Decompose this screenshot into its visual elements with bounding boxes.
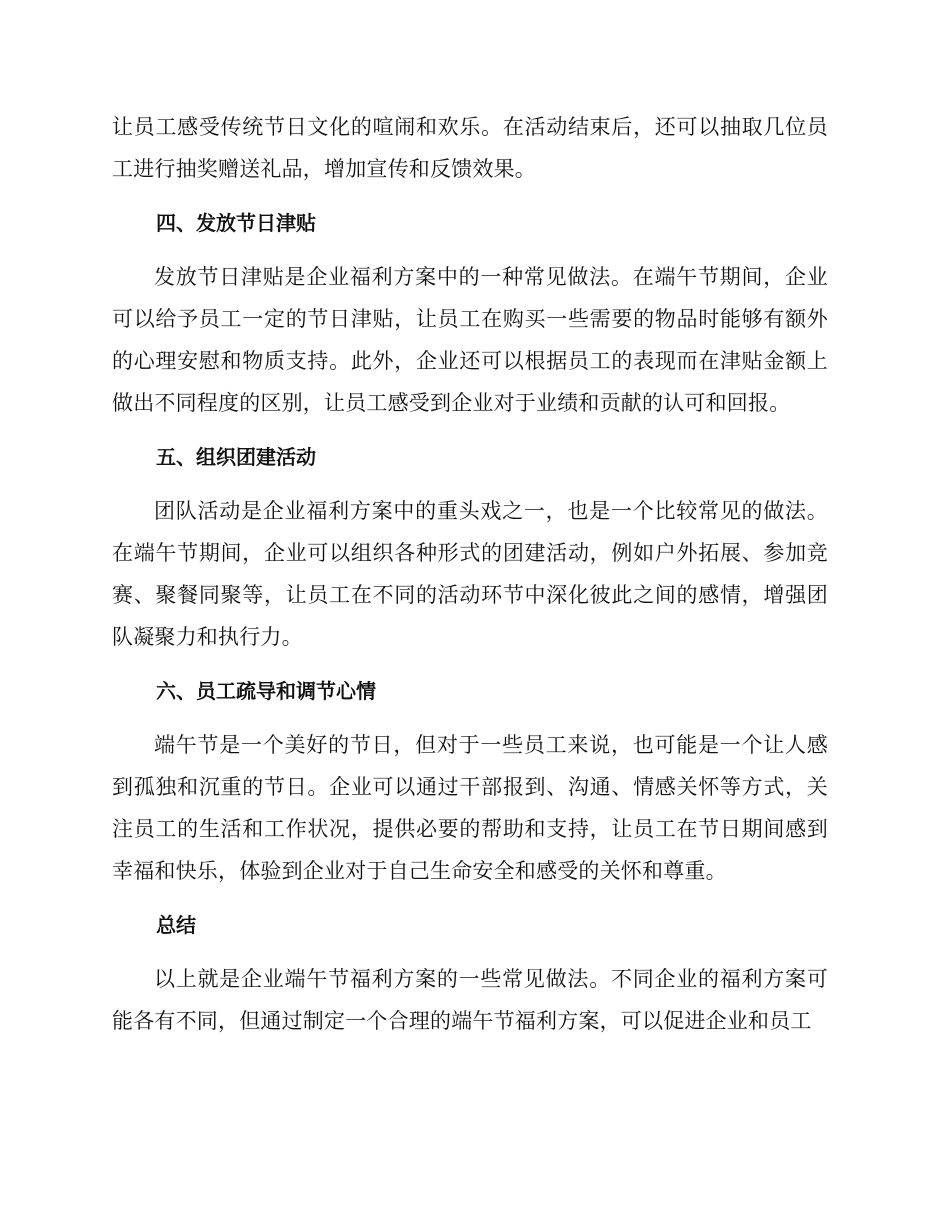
section-heading-5: 五、组织团建活动 <box>156 445 316 469</box>
paragraph-employee-counseling: 端午节是一个美好的节日，但对于一些员工来说，也可能是一个让人感到孤独和沉重的节日。企业可以通过干部报到、沟通、情感关怀等方式，关注员工的生活和工作状况，提供必要的帮助和支持，让员工在节日期间感到幸福和快乐，体验到企业对于自己生命安全和感受的关怀和尊重。 <box>112 733 828 883</box>
section-heading-summary: 总结 <box>156 913 196 937</box>
paragraph-team-building: 团队活动是企业福利方案中的重头戏之一，也是一个比较常见的做法。在端午节期间，企业可以组织各种形式的团建活动，例如户外拓展、参加竞赛、聚餐同聚等，让员工在不同的活动环节中深化彼此之间的感情，增强团队凝聚力和执行力。 <box>112 499 828 649</box>
paragraph-holiday-allowance: 发放节日津贴是企业福利方案中的一种常见做法。在端午节期间，企业可以给予员工一定的节日津贴，让员工在购买一些需要的物品时能够有额外的心理安慰和物质支持。此外，企业还可以根据员工的表现而在津贴金额上做出不同程度的区别，让员工感受到企业对于业绩和贡献的认可和回报。 <box>112 265 828 415</box>
section-heading-4: 四、发放节日津贴 <box>156 211 316 235</box>
document-body <box>112 106 828 1042</box>
section-heading-6: 六、员工疏导和调节心情 <box>156 679 376 703</box>
paragraph-intro-continuation: 让员工感受传统节日文化的喧闹和欢乐。在活动结束后，还可以抽取几位员工进行抽奖赠送礼品，增加宣传和反馈效果。 <box>112 115 828 181</box>
paragraph-summary: 以上就是企业端午节福利方案的一些常见做法。不同企业的福利方案可能各有不同，但通过制定一个合理的端午节福利方案，可以促进企业和员工 <box>112 967 828 1033</box>
